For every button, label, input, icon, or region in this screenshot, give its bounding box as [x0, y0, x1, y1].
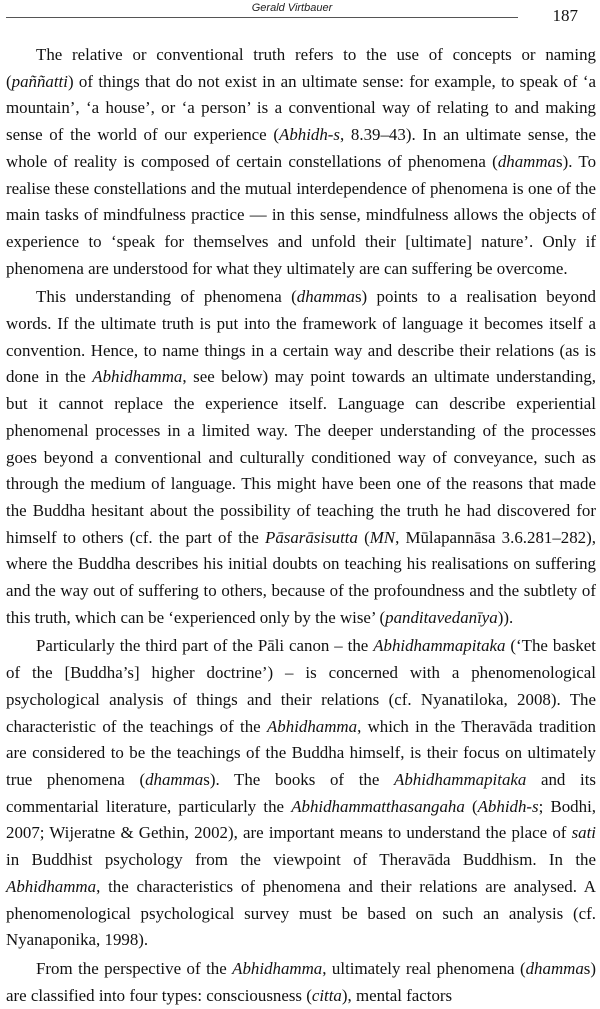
- italic-term: dhamma: [525, 958, 584, 978]
- italic-term: sati: [571, 823, 596, 843]
- italic-term: Abhidhamma: [92, 367, 183, 387]
- italic-term: dhamma: [296, 287, 355, 307]
- text-run: This understanding of phenomena (: [36, 287, 297, 307]
- italic-term: Abhidhammatthasangaha: [291, 796, 465, 816]
- text-run: Particularly the third part of the Pāli canon – the: [36, 636, 374, 656]
- italic-term: Abhidh-s: [279, 125, 340, 145]
- header-rule: [6, 17, 518, 18]
- text-run: From the perspective of the: [36, 958, 233, 978]
- text-run: )).: [497, 607, 514, 627]
- running-head-author: Gerald Virtbauer: [251, 2, 333, 14]
- text-run: , 8.39–43). In an ultimate sense, the whole of reality is composed of certain constellations of phenomena (: [6, 125, 597, 171]
- italic-term: citta: [311, 985, 342, 1005]
- text-run: The relative or conventional truth refers to the use of concepts or naming (: [6, 45, 596, 91]
- text-run: (‘The basket of the [Buddha’s] higher doctrine’) – is concerned with a phenomenological psychological analysis of things and their relations (cf. Nyanatiloka, 2008). The characteristic of the teachings of the: [6, 636, 597, 736]
- italic-term: Abhidhamma: [6, 876, 97, 896]
- text-run: ) of things that do not exist in an ultimate sense: for example, to speak of ‘a mountain’, ‘a house’, or ‘a person’ is a conventional way of relating to and making sense of the world of our experience (: [6, 71, 596, 145]
- text-run: and its commentarial literature, particularly the: [6, 769, 597, 816]
- italic-term: MN: [369, 527, 396, 547]
- text-run: s). The books of the: [203, 769, 395, 789]
- paragraph: [6, 284, 596, 631]
- text-run: , the characteristics of phenomena and their relations are analysed. A phenomenological psychological survey must be based on such an analysis (cf. Nyanaponika, 1998).: [6, 876, 596, 950]
- italic-term: panditavedanīya: [385, 607, 498, 627]
- text-run: , ultimately real phenomena (: [322, 958, 526, 978]
- italic-term: dhamma: [497, 151, 556, 171]
- text-run: s) are classified into four types: consciousness (: [6, 958, 596, 1005]
- text-run: (: [464, 796, 478, 816]
- italic-term: paññatti: [11, 71, 68, 91]
- running-header: [6, 0, 578, 26]
- text-run: , which in the Theravāda tradition are considered to be the teachings of the Buddha himself, is their focus on ultimately true phenomena (: [6, 716, 596, 789]
- text-run: , see below) may point towards an ultimate understanding, but it cannot replace the experience itself. Language can describe experiential phenomenal processes in a limited way. The deeper understanding of the processes goes beyond a conventional and culturally conditioned way of conveyance, such as through the medium of language. This might have been one of the reasons that made the Buddha hesitant about the possibility of teaching the truth he had discovered for himself to others (cf. the part of the: [6, 367, 596, 547]
- paragraph: [6, 956, 596, 1009]
- italic-term: Abhidhammapitaka: [394, 769, 527, 789]
- italic-term: Pāsarāsisutta: [265, 527, 358, 547]
- text-run: (: [357, 527, 370, 547]
- paragraph: [6, 42, 596, 282]
- text-run: in Buddhist psychology from the viewpoint of Theravāda Buddhism. In the: [6, 850, 596, 870]
- italic-term: dhamma: [145, 769, 204, 789]
- text-run: ; Bodhi, 2007; Wijeratne & Gethin, 2002), are important means to understand the place of: [6, 796, 596, 843]
- page-number: 187: [552, 6, 578, 25]
- body-text: [6, 42, 596, 1009]
- text-run: s) points to a realisation beyond words. If the ultimate truth is put into the framework of language it becomes itself a convention. Hence, to name things in a certain way and describe their relations (as is done in the: [6, 287, 596, 387]
- italic-term: Abhidh-s: [477, 796, 539, 816]
- paragraph: [6, 633, 596, 953]
- text-run: ), mental factors: [341, 985, 453, 1005]
- text-run: s). To realise these constellations and the mutual interdependence of phenomena is one of the main tasks of mindfulness practice — in this sense, mindfulness allows the objects of experience to ‘speak for themselves and unfold their [ultimate] nature’. Only if phenomena are understood for what they ultimately are can suffering be overcome.: [6, 151, 597, 278]
- italic-term: Abhidhammapitaka: [373, 636, 506, 656]
- italic-term: Abhidhamma: [232, 958, 323, 978]
- italic-term: Abhidhamma: [266, 716, 358, 736]
- text-run: , Mūlapannāsa 3.6.281–282), where the Buddha describes his initial doubts on teaching his realisations on suffering and the way out of suffering to others, because of the profoundness and the subtlety of this truth, which can be ‘experienced only by the wise’ (: [6, 527, 596, 627]
